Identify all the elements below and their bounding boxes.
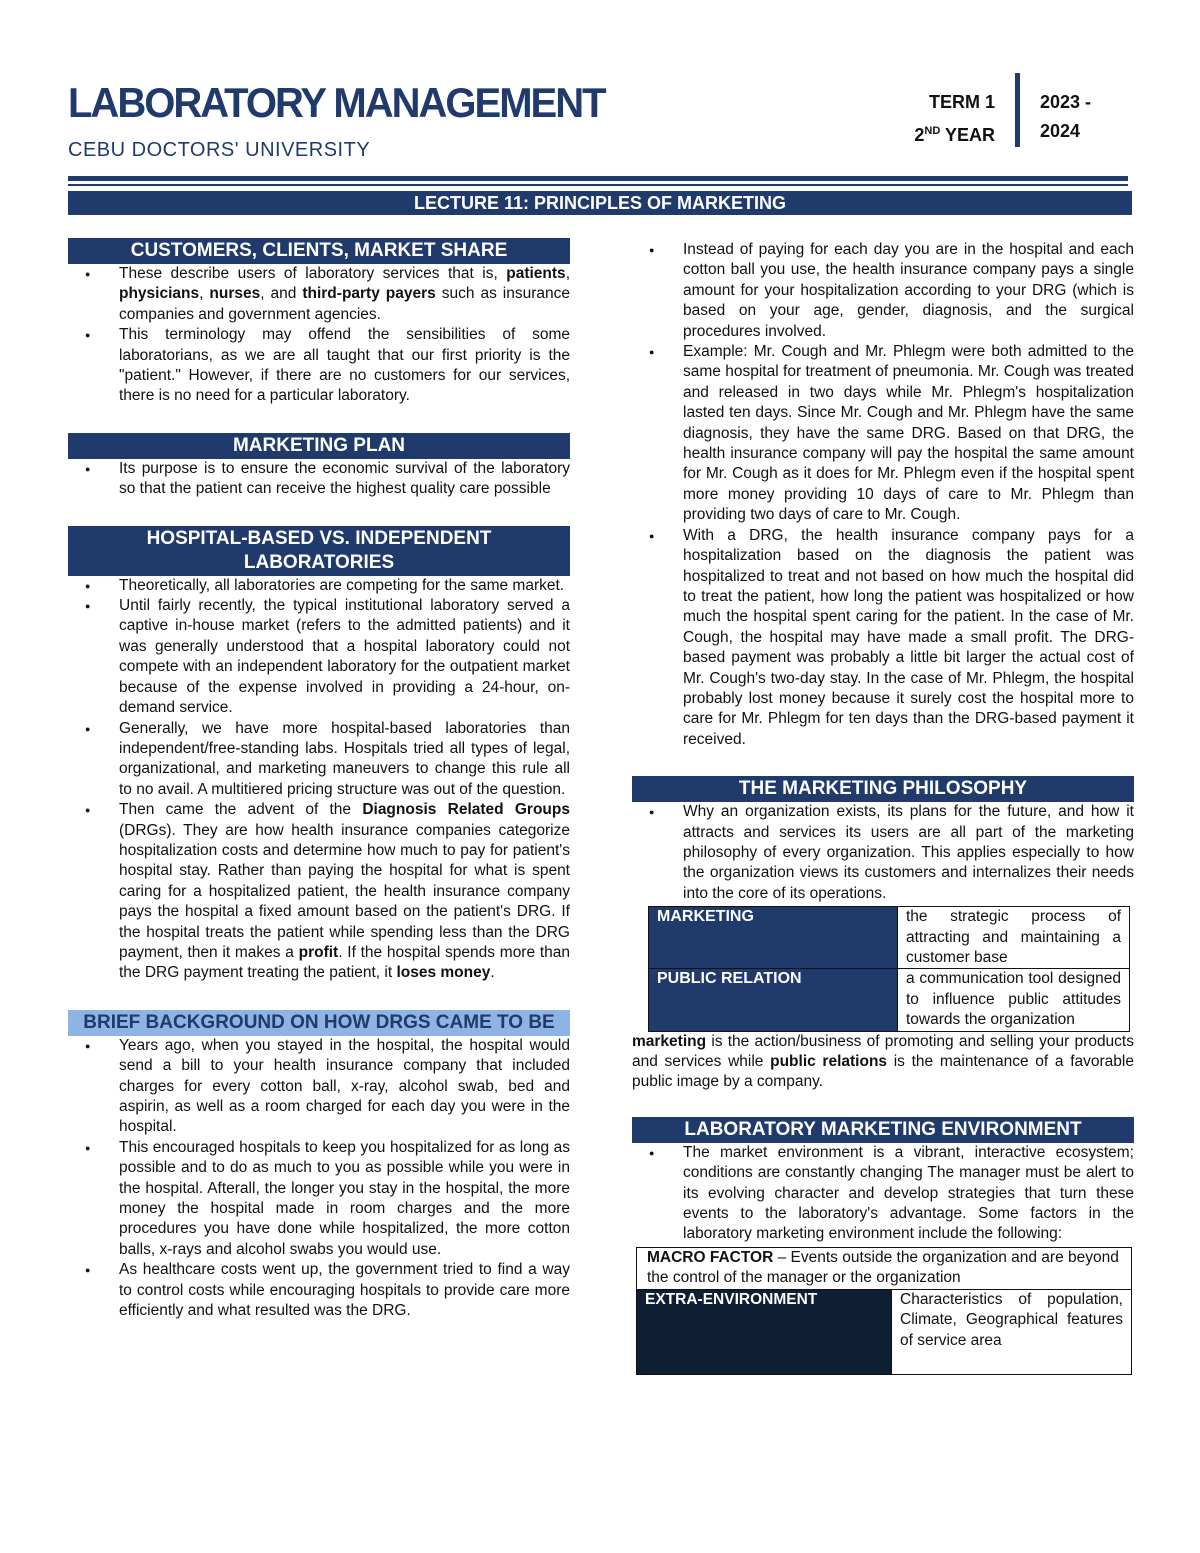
list-item: ● Theoretically, all laboratories are competing for the same market.	[68, 576, 570, 596]
table-row	[649, 907, 1130, 969]
definition-text: the strategic process of attracting and maintaining a customer base	[898, 907, 1130, 969]
hospital-based-list	[68, 576, 570, 984]
definitions-table	[648, 906, 1130, 1031]
list-item: ● Its purpose is to ensure the economic survival of the laboratory so that the patient can receive the highest quality care possible	[68, 459, 570, 500]
list-item: ● As healthcare costs went up, the government tried to find a way to control costs while encouraging hospitals to provide care more efficiently and what resulted was the DRG.	[68, 1260, 570, 1321]
right-column	[632, 240, 1134, 1375]
list-item: ● Generally, we have more hospital-based laboratories than independent/free-standing labs. Hospitals tried all types of legal, organizational, and marketing maneuvers to change this rule all to no avail. A multitiered pricing structure was out of the question.	[68, 719, 570, 801]
left-column	[68, 238, 570, 1321]
definition-term: PUBLIC RELATION	[649, 969, 898, 1031]
header-divider	[1015, 73, 1020, 147]
year-level: 2ND YEAR	[914, 125, 995, 145]
environment-table	[636, 1247, 1132, 1375]
lab-environment-list	[632, 1143, 1134, 1245]
brief-background-list	[68, 1036, 570, 1322]
section-heading-brief-background: BRIEF BACKGROUND ON HOW DRGS CAME TO BE	[68, 1010, 570, 1036]
section-heading-marketing-philosophy: THE MARKETING PHILOSOPHY	[632, 776, 1134, 802]
school-year: 2023 - 2024	[1040, 92, 1092, 141]
document-title: LABORATORY MANAGEMENT	[68, 80, 605, 127]
list-item: ● Then came the advent of the Diagnosis Related Groups (DRGs). They are how health insurance companies categorize hospitalization costs and determine how much to pay for patient's hospital stay. Rather than paying the hospital for what is spent caring for a hospitalized patient, the health insurance company pays the hospital a fixed amount based on the patient's DRG. If the hospital treats the patient while spending less than the DRG payment, then it makes a profit. If the hospital spends more than the DRG payment treating the patient, it loses money.	[68, 800, 570, 984]
list-item: ● Instead of paying for each day you are in the hospital and each cotton ball you use, the health insurance company pays a single amount for your hospitalization according to your DRG (which is based on your age, gender, diagnosis, and the surgical procedures involved.	[632, 240, 1134, 342]
list-item: ● Until fairly recently, the typical institutional laboratory served a captive in-house market (refers to the admitted patients) and it was generally understood that a hospital laboratory could not compete with an independent laboratory for the outpatient market because of the expense involved in providing a 24-hour, on-demand service.	[68, 596, 570, 718]
marketing-philosophy-list	[632, 802, 1134, 904]
list-item: ● Years ago, when you stayed in the hospital, the hospital would send a bill to your health insurance company that included charges for every cotton ball, x-ray, alcohol swab, bed and aspirin, as well as a room charged for each day you were in the hospital.	[68, 1036, 570, 1138]
list-item: ● This encouraged hospitals to keep you hospitalized for as long as possible and to do as much to you as possible while you were in the hospital. Afterall, the longer you stay in the hospital, the more money the hospital made in room charges and the more procedures you have done while hospitalized, the more cotton balls, x-rays and alcohol swabs you would use.	[68, 1138, 570, 1260]
table-row	[649, 969, 1130, 1031]
term-info	[880, 88, 995, 150]
header-rule	[68, 176, 1128, 181]
list-item: ● These describe users of laboratory services that is, patients, physicians, nurses, and third-party payers such as insurance companies and government agencies.	[68, 264, 570, 325]
list-item: ● Example: Mr. Cough and Mr. Phlegm were both admitted to the same hospital for treatment of pneumonia. Mr. Cough was treated and released in two days while Mr. Phlegm's hospitalization lasted ten days. Since Mr. Cough and Mr. Phlegm have the same diagnosis, they have the same DRG. Based on that DRG, the health insurance company will pay the hospital the same amount for Mr. Cough as it does for Mr. Phlegm even if the hospital spent more money providing 10 days of care to Mr. Phlegm than providing two days of care to Mr. Cough.	[632, 342, 1134, 526]
definition-term: MARKETING	[649, 907, 898, 969]
marketing-plan-list	[68, 459, 570, 500]
section-heading-hospital-based: HOSPITAL-BASED VS. INDEPENDENT LABORATORIES	[68, 526, 570, 576]
table-row	[637, 1289, 1132, 1374]
drg-continued-list	[632, 240, 1134, 750]
marketing-vs-pr-note: marketing is the action/business of promoting and selling your products and services while public relations is the maintenance of a favorable public image by a company.	[632, 1032, 1134, 1091]
list-item: ● With a DRG, the health insurance company pays for a hospitalization based on the diagnosis the patient was hospitalized to treat and not based on how much the hospital did to treat the patient, how long the patient was hospitalized or how much the hospital spent caring for the patient. In the case of Mr. Cough, the hospital may have made a small profit. The DRG-based payment was probably a little bit larger the actual cost of Mr. Cough's two-day stay. In the case of Mr. Phlegm, the hospital probably lost money because it surely cost the hospital more to care for Mr. Phlegm for ten days than the DRG-based payment it received.	[632, 526, 1134, 750]
list-item: ● This terminology may offend the sensibilities of some laboratorians, as we are all taught that our first priority is the "patient." However, if there are no customers for our services, there is no need for a particular laboratory.	[68, 325, 570, 407]
customers-list	[68, 264, 570, 407]
header-rule-thin	[68, 184, 1128, 186]
table-row	[637, 1247, 1132, 1289]
lecture-title: LECTURE 11: PRINCIPLES OF MARKETING	[68, 191, 1132, 215]
university-name: CEBU DOCTORS' UNIVERSITY	[68, 139, 371, 161]
definition-text: a communication tool designed to influence public attitudes towards the organization	[898, 969, 1130, 1031]
section-heading-customers: CUSTOMERS, CLIENTS, MARKET SHARE	[68, 238, 570, 264]
list-item: ● Why an organization exists, its plans for the future, and how it attracts and services its users are all part of the marketing philosophy of every organization. This applies especially to how the organization views its customers and internalizes their needs into the core of its operations.	[632, 802, 1134, 904]
extra-environment-text: Characteristics of population, Climate, Geographical features of service area	[892, 1289, 1132, 1374]
section-heading-marketing-plan: MARKETING PLAN	[68, 433, 570, 459]
macro-factor-cell: MACRO FACTOR – Events outside the organization and are beyond the control of the manager or the organization	[637, 1247, 1132, 1289]
extra-environment-label: EXTRA-ENVIRONMENT	[637, 1289, 892, 1374]
term-label: TERM 1	[928, 92, 995, 112]
section-heading-lab-environment: LABORATORY MARKETING ENVIRONMENT	[632, 1117, 1134, 1143]
list-item: ● The market environment is a vibrant, interactive ecosystem; conditions are constantly changing The manager must be alert to its evolving character and develop strategies that turn these events to the laboratory's advantage. Some factors in the laboratory marketing environment include the following:	[632, 1143, 1134, 1245]
